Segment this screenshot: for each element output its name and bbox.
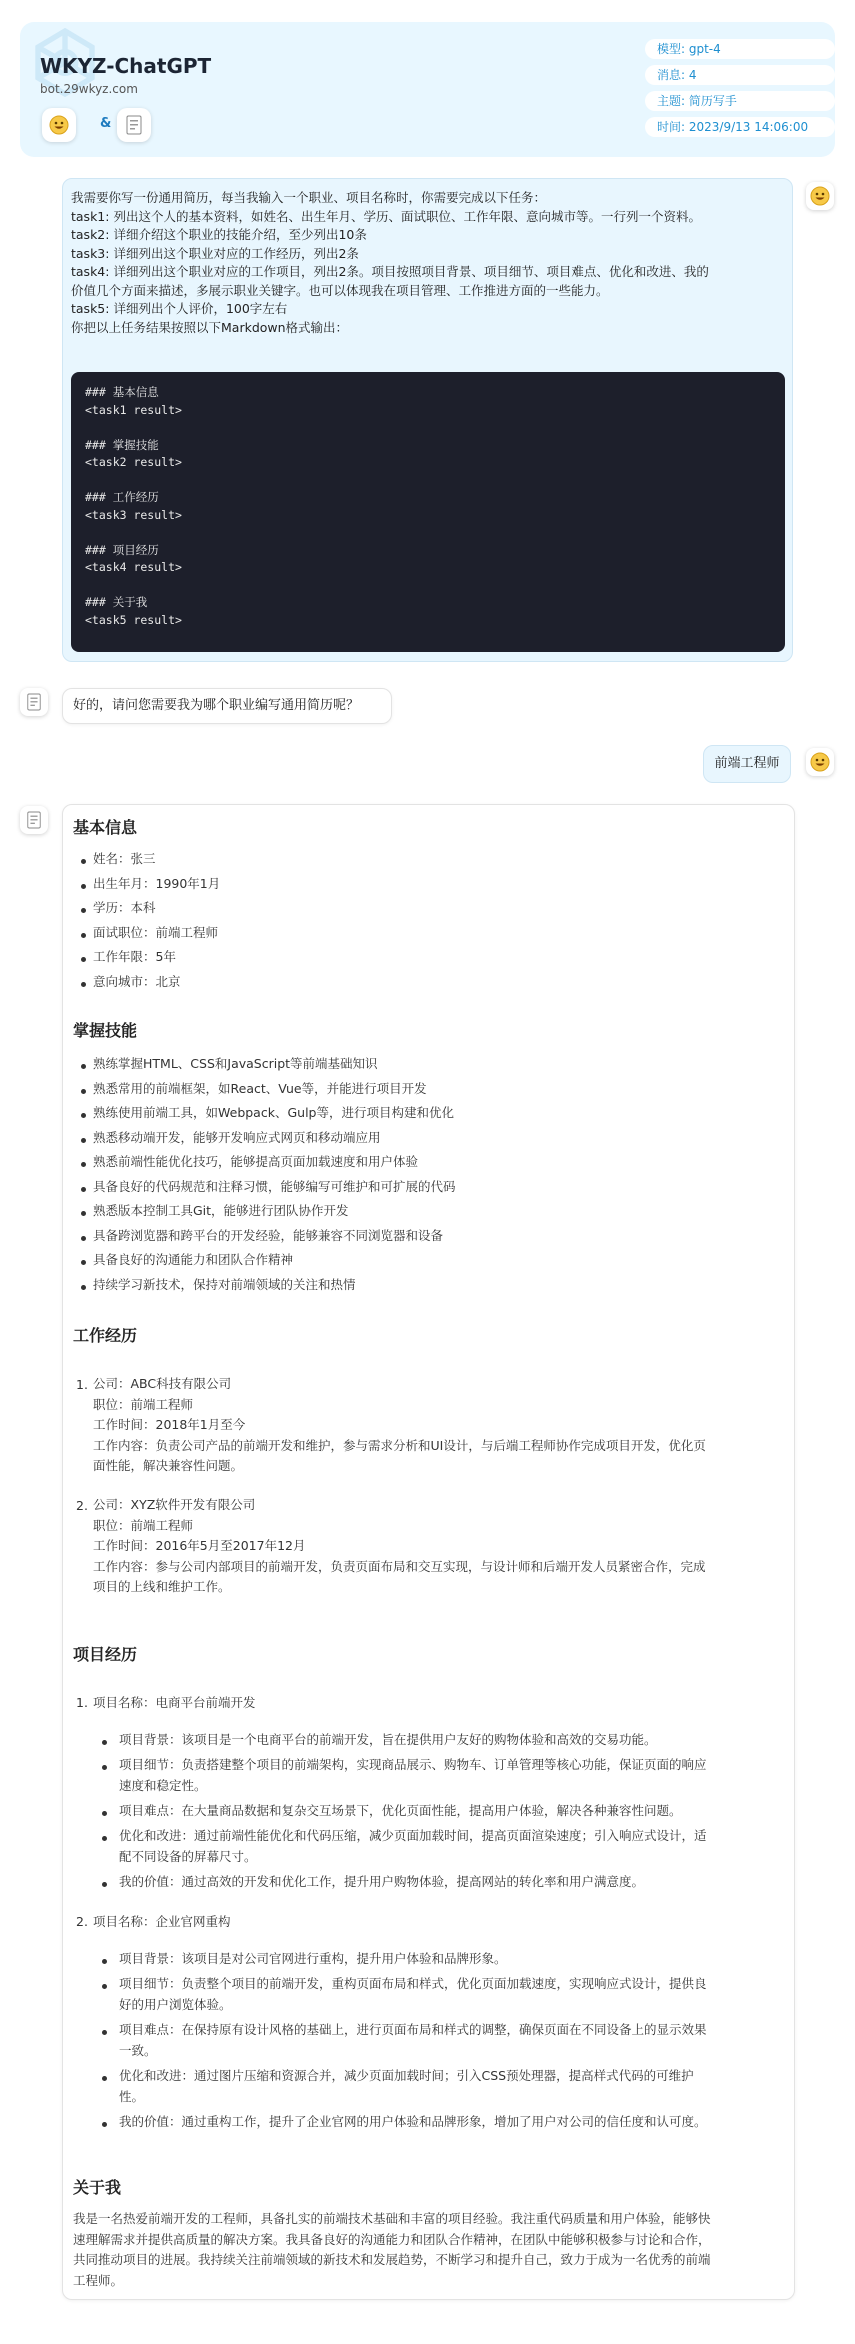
code-blank	[85, 577, 771, 595]
bullet	[81, 1260, 86, 1265]
skill-item: 具备跨浏览器和跨平台的开发经验，能够兼容不同浏览器和设备	[93, 1228, 444, 1243]
project-item-line: 速度和稳定性。	[119, 1777, 207, 1793]
prompt-line: 你把以上任务结果按照以下Markdown格式输出：	[71, 319, 349, 335]
basic-info-item: 工作年限：5年	[93, 949, 176, 964]
prompt-line: task1: 列出这个人的基本资料，如姓名、出生年月、学历、面试职位、工作年限、意向城市等。一行列一个资料。	[71, 208, 701, 224]
prompt-line: task3: 详细列出这个职业对应的工作经历，列出2条	[71, 245, 359, 261]
bullet	[102, 1984, 107, 1989]
prompt-line: 我需要你写一份通用简历，每当我输入一个职业、项目名称时，你需要完成以下任务：	[71, 190, 547, 205]
user-avatar	[806, 182, 834, 210]
work-line: 职位：前端工程师	[93, 1517, 194, 1533]
smiley-icon	[810, 186, 830, 206]
skill-item: 熟练使用前端工具，如Webpack、Gulp等，进行项目构建和优化	[93, 1105, 454, 1120]
work-entry	[93, 1374, 783, 1477]
bot-message-bubble: 好的，请问您需要我为哪个职业编写通用简历呢？	[62, 688, 392, 724]
work-line: 工作时间：2016年5月至2017年12月	[93, 1538, 306, 1553]
bullet	[81, 1187, 86, 1192]
basic-info-item: 学历：本科	[93, 900, 156, 915]
work-line: 公司：ABC科技有限公司	[93, 1376, 232, 1391]
code-blank	[85, 472, 771, 490]
project-item-line: 优化和改进：通过前端性能优化和代码压缩，减少页面加载时间，提高页面渲染速度；引入响应式设计，适	[119, 1828, 707, 1843]
project-name: 项目名称：电商平台前端开发	[93, 1695, 256, 1710]
bullet	[102, 1836, 107, 1841]
bullet	[81, 957, 86, 962]
app-subtitle: bot.29wkyz.com	[40, 82, 138, 96]
work-entry	[93, 1495, 783, 1598]
user-message-bubble	[62, 178, 793, 662]
code-line: ### 关于我	[85, 595, 148, 609]
about-line: 工程师。	[73, 2272, 124, 2288]
project-item-line: 好的用户浏览体验。	[119, 1996, 232, 2012]
project-name: 项目名称：企业官网重构	[93, 1914, 231, 1929]
code-line: ### 基本信息	[85, 385, 159, 399]
chat-header	[20, 22, 835, 157]
about-line: 速理解需求并提供高质量的解决方案。我具备良好的沟通能力和团队合作精神，在团队中能够积极参与讨论和合作，	[73, 2231, 711, 2247]
bot-document-icon	[125, 115, 143, 135]
project-item-line: 性。	[119, 2088, 145, 2104]
bullet	[81, 859, 86, 864]
work-line: 项目的上线和维护工作。	[93, 1579, 231, 1594]
project-item-line: 我的价值：通过重构工作，提升了企业官网的用户体验和品牌形象，增加了用户对公司的信任度和认可度。	[119, 2114, 707, 2129]
bullet	[81, 1236, 86, 1241]
project-item-line: 项目难点：在大量商品数据和复杂交互场景下，优化页面性能，提高用户体验，解决各种兼容性问题。	[119, 1803, 682, 1818]
about-line: 我是一名热爱前端开发的工程师，具备扎实的前端技术基础和丰富的项目经验。我注重代码质量和用户体验，能够快	[73, 2211, 711, 2226]
skill-item: 熟悉版本控制工具Git，能够进行团队协作开发	[93, 1203, 349, 1218]
project-item	[119, 1730, 784, 1751]
work-line: 面性能，解决兼容性问题。	[93, 1458, 244, 1473]
bullet	[102, 1959, 107, 1964]
skill-item: 持续学习新技术，保持对前端领域的关注和热情	[93, 1277, 356, 1292]
bullet	[81, 933, 86, 938]
messages-pill: 消息: 4	[645, 65, 835, 85]
bullet	[81, 1162, 86, 1167]
about-line: 共同推动项目的进展。我持续关注前端领域的新技术和发展趋势，不断学习和提升自己，致力于成为一名优秀的前端	[73, 2252, 711, 2267]
project-item	[119, 2112, 784, 2133]
skill-item: 熟悉移动端开发，能够开发响应式网页和移动端应用	[93, 1130, 381, 1145]
project-item-line: 项目背景：该项目是对公司官网进行重构，提升用户体验和品牌形象。	[119, 1951, 507, 1966]
work-line: 公司：XYZ软件开发有限公司	[93, 1497, 256, 1512]
bullet	[102, 1765, 107, 1770]
basic-info-item: 姓名：张三	[93, 851, 156, 866]
prompt-line: 价值几个方面来描述，多展示职业关键字。也可以体现我在项目管理、工作推进方面的一些能力。	[71, 282, 609, 298]
bullet	[81, 884, 86, 889]
bullet	[81, 982, 86, 987]
basic-info-item: 意向城市：北京	[93, 974, 181, 989]
model-pill: 模型: gpt-4	[645, 39, 835, 59]
bullet	[81, 1285, 86, 1290]
project-item-line: 项目细节：负责整个项目的前端开发，重构页面布局和样式，优化页面加载速度，实现响应式设计，提供良	[119, 1976, 707, 1991]
smiley-icon	[810, 752, 830, 772]
work-line: 工作时间：2018年1月至今	[93, 1417, 246, 1432]
project-item	[119, 1826, 784, 1867]
bot-avatar	[20, 806, 48, 834]
code-line: <task4 result>	[85, 560, 182, 574]
list-number: 1.	[76, 1377, 88, 1392]
prompt-line: task5: 详细列出个人评价，100字左右	[71, 301, 288, 316]
basic-info-item: 出生年月：1990年1月	[93, 876, 221, 891]
bullet	[81, 1211, 86, 1216]
bullet	[81, 1064, 86, 1069]
skill-item: 熟悉前端性能优化技巧，能够提高页面加载速度和用户体验	[93, 1154, 419, 1169]
user-message-bubble: 前端工程师	[703, 745, 791, 783]
project-item	[119, 2020, 784, 2061]
code-line: <task3 result>	[85, 507, 182, 522]
code-line: <task5 result>	[85, 612, 182, 627]
project-item-line: 配不同设备的屏幕尺寸。	[119, 1848, 257, 1864]
section-heading-basic: 基本信息	[73, 818, 138, 837]
project-item-line: 项目细节：负责搭建整个项目的前端架构，实现商品展示、购物车、订单管理等核心功能，保证页面的响应	[119, 1757, 707, 1772]
section-heading-about: 关于我	[73, 2178, 122, 2197]
user-prompt-text	[71, 189, 783, 337]
project-item	[119, 1801, 784, 1822]
bullet	[81, 908, 86, 913]
about-paragraph	[73, 2209, 785, 2291]
code-line: <task2 result>	[85, 455, 182, 469]
project-item-line: 优化和改进：通过图片压缩和资源合并，减少页面加载时间；引入CSS预处理器，提高样式代码的可维护	[119, 2068, 694, 2083]
bot-avatar-button[interactable]	[117, 108, 151, 142]
section-heading-skills: 掌握技能	[73, 1021, 138, 1040]
bullet	[81, 1138, 86, 1143]
bullet	[102, 2122, 107, 2127]
bot-document-icon	[26, 693, 42, 711]
bullet	[102, 2076, 107, 2081]
bot-resume-message	[62, 804, 795, 2300]
bot-document-icon	[26, 811, 42, 829]
work-line: 工作内容：参与公司内部项目的前端开发，负责页面布局和交互实现，与设计师和后端开发人员紧密合作，完成	[93, 1558, 706, 1574]
emoji-avatar-button[interactable]	[42, 108, 76, 142]
app-title: WKYZ-ChatGPT	[40, 54, 212, 78]
skill-item: 熟悉常用的前端框架，如React、Vue等，并能进行项目开发	[93, 1081, 427, 1096]
project-item	[119, 1872, 784, 1893]
list-number: 1.	[76, 1695, 88, 1710]
project-item	[119, 2066, 784, 2107]
skill-item: 熟练掌握HTML、CSS和JavaScript等前端基础知识	[93, 1056, 378, 1071]
list-number: 2.	[76, 1498, 88, 1513]
prompt-line: task4: 详细列出这个职业对应的工作项目，列出2条。项目按照项目背景、项目细节、项目难点、优化和改进、我的	[71, 264, 709, 279]
code-line: ### 工作经历	[85, 490, 159, 504]
section-heading-projects: 项目经历	[73, 1645, 138, 1664]
code-blank	[85, 524, 771, 542]
code-line: ### 掌握技能	[85, 437, 159, 452]
project-item	[119, 1949, 784, 1970]
project-item	[119, 1755, 784, 1796]
project-item-line: 我的价值：通过高效的开发和优化工作，提升用户购物体验，提高网站的转化率和用户满意度。	[119, 1874, 645, 1889]
prompt-line: task2: 详细介绍这个职业的技能介绍，至少列出10条	[71, 227, 367, 242]
time-pill: 时间: 2023/9/13 14:06:00	[645, 117, 835, 137]
bullet	[102, 1811, 107, 1816]
project-item	[119, 1974, 784, 2015]
code-blank	[85, 419, 771, 437]
bot-avatar	[20, 688, 48, 716]
project-item-line: 项目难点：在保持原有设计风格的基础上，进行页面布局和样式的调整，确保页面在不同设备上的显示效果	[119, 2022, 707, 2037]
project-item-line: 一致。	[119, 2042, 157, 2058]
ampersand: &	[100, 116, 112, 131]
work-line: 工作内容：负责公司产品的前端开发和维护，参与需求分析和UI设计，与后端工程师协作完成项目开发，优化页	[93, 1437, 706, 1453]
bullet	[102, 1740, 107, 1745]
bullet	[102, 1882, 107, 1887]
basic-info-item: 面试职位：前端工程师	[93, 925, 219, 940]
theme-pill: 主题: 简历写手	[645, 91, 835, 111]
markdown-code-block	[71, 372, 785, 652]
code-line: <task1 result>	[85, 402, 182, 417]
bullet	[102, 2030, 107, 2035]
skill-item: 具备良好的沟通能力和团队合作精神	[93, 1252, 294, 1267]
section-heading-work: 工作经历	[73, 1326, 138, 1345]
work-line: 职位：前端工程师	[93, 1396, 194, 1412]
code-line: ### 项目经历	[85, 542, 159, 557]
skill-item: 具备良好的代码规范和注释习惯，能够编写可维护和可扩展的代码	[93, 1179, 456, 1194]
project-item-line: 项目背景：该项目是一个电商平台的前端开发，旨在提供用户友好的购物体验和高效的交易功能。	[119, 1732, 657, 1747]
smiley-icon	[49, 115, 69, 135]
bullet	[81, 1113, 86, 1118]
list-number: 2.	[76, 1914, 88, 1929]
bullet	[81, 1089, 86, 1094]
user-avatar	[806, 748, 834, 776]
